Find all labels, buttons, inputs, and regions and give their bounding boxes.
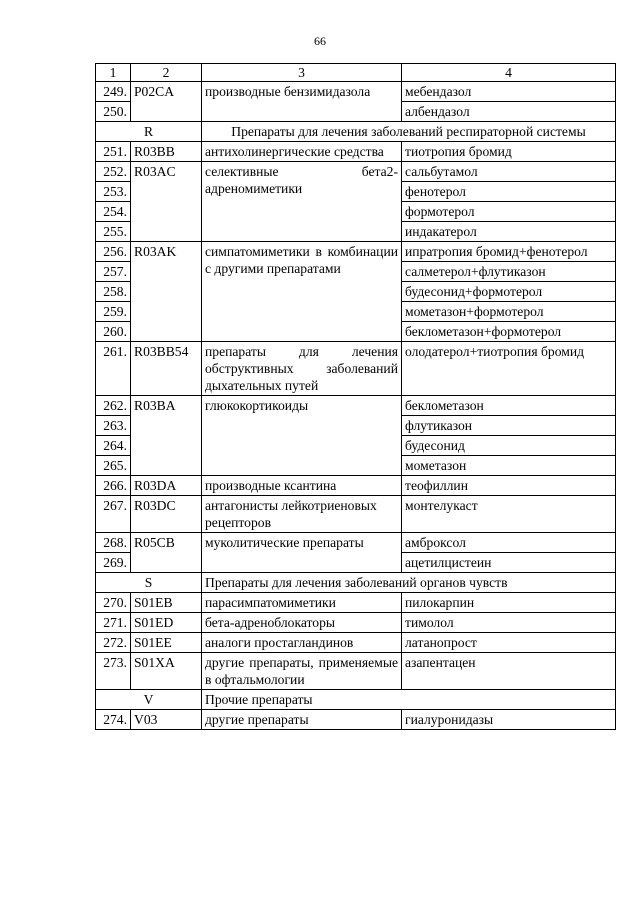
row-number: 261. [96,342,131,396]
row-number: 263. [96,416,131,436]
atc-code: R03AK [131,242,202,342]
drug-name: салметерол+флутиказон [402,262,616,282]
drug-name: индакатерол [402,222,616,242]
drug-name: монтелукаст [402,496,616,533]
table-row [96,593,616,613]
row-number: 265. [96,456,131,476]
group-description: муколитические препараты [202,533,402,573]
row-number: 252. [96,162,131,182]
section-letter: V [96,690,202,710]
row-number: 255. [96,222,131,242]
atc-code: S01XA [131,653,202,690]
atc-code: S01EE [131,633,202,653]
group-description: аналоги простагландинов [202,633,402,653]
row-number: 249. [96,82,131,102]
group-description: парасимпатомиметики [202,593,402,613]
row-number: 251. [96,142,131,162]
group-description: глюкокортикоиды [202,396,402,476]
drug-name: ацетилцистеин [402,553,616,573]
drug-list-table [95,63,616,730]
row-number: 274. [96,710,131,730]
group-description: препараты для лечения обструктивных заболеваний дыхательных путей [202,342,402,396]
group-description: селективные бета2-адреномиметики [202,162,402,242]
drug-name: формотерол [402,202,616,222]
atc-code: V03 [131,710,202,730]
table-row [96,710,616,730]
group-description: симпатомиметики в комбинации с другими препаратами [202,242,402,342]
drug-name: албендазол [402,102,616,122]
section-letter: R [96,122,202,142]
row-number: 272. [96,633,131,653]
row-number: 259. [96,302,131,322]
drug-name: пилокарпин [402,593,616,613]
row-number: 269. [96,553,131,573]
drug-name: беклометазон+формотерол [402,322,616,342]
drug-name: олодатерол+тиотропия бромид [402,342,616,396]
atc-code: R03DC [131,496,202,533]
section-row [96,690,616,710]
drug-name: флутиказон [402,416,616,436]
drug-name: сальбутамол [402,162,616,182]
atc-code: R03BB54 [131,342,202,396]
group-description: производные ксантина [202,476,402,496]
row-number: 271. [96,613,131,633]
table-row [96,496,616,533]
group-description: антагонисты лейкотриеновых рецепторов [202,496,402,533]
row-number: 254. [96,202,131,222]
atc-code: R03BA [131,396,202,476]
row-number: 256. [96,242,131,262]
header-col-4: 4 [402,64,616,82]
row-number: 258. [96,282,131,302]
atc-code: R03DA [131,476,202,496]
row-number: 266. [96,476,131,496]
table-row [96,613,616,633]
group-description: бета-адреноблокаторы [202,613,402,633]
table-row [96,633,616,653]
drug-name: будесонид [402,436,616,456]
section-row [96,573,616,593]
drug-name: амброксол [402,533,616,553]
row-number: 253. [96,182,131,202]
drug-name: мометазон+формотерол [402,302,616,322]
section-title: Прочие препараты [202,690,616,710]
atc-code: R05CB [131,533,202,573]
row-number: 267. [96,496,131,533]
drug-name: тимолол [402,613,616,633]
drug-name: ипратропия бромид+фенотерол [402,242,616,262]
table-row [96,476,616,496]
section-title: Препараты для лечения заболеваний органов чувств [202,573,616,593]
table-row [96,342,616,396]
table-row [96,242,616,262]
header-col-2: 2 [131,64,202,82]
drug-name: тиотропия бромид [402,142,616,162]
row-number: 264. [96,436,131,456]
atc-code: S01EB [131,593,202,613]
atc-code: S01ED [131,613,202,633]
atc-code: R03BB [131,142,202,162]
drug-name: мометазон [402,456,616,476]
row-number: 262. [96,396,131,416]
row-number: 273. [96,653,131,690]
atc-code: P02CA [131,82,202,122]
drug-name: беклометазон [402,396,616,416]
drug-name: гиалуронидазы [402,710,616,730]
table-row [96,82,616,102]
section-title: Препараты для лечения заболеваний респираторной системы [202,122,616,142]
table-row [96,162,616,182]
section-row [96,122,616,142]
row-number: 270. [96,593,131,613]
header-col-1: 1 [96,64,131,82]
table-row [96,142,616,162]
table-header-row [96,64,616,82]
group-description: производные бензимидазола [202,82,402,122]
group-description: другие препараты [202,710,402,730]
row-number: 260. [96,322,131,342]
row-number: 257. [96,262,131,282]
row-number: 250. [96,102,131,122]
group-description: другие препараты, применяемые в офтальмологии [202,653,402,690]
drug-name: фенотерол [402,182,616,202]
row-number: 268. [96,533,131,553]
table-row [96,396,616,416]
drug-name: мебендазол [402,82,616,102]
group-description: антихолинергические средства [202,142,402,162]
table-row [96,533,616,553]
section-letter: S [96,573,202,593]
drug-name: азапентацен [402,653,616,690]
page-number: 66 [314,34,326,48]
header-col-3: 3 [202,64,402,82]
table-row [96,653,616,690]
atc-code: R03AC [131,162,202,242]
drug-name: латанопрост [402,633,616,653]
drug-name: будесонид+формотерол [402,282,616,302]
drug-name: теофиллин [402,476,616,496]
